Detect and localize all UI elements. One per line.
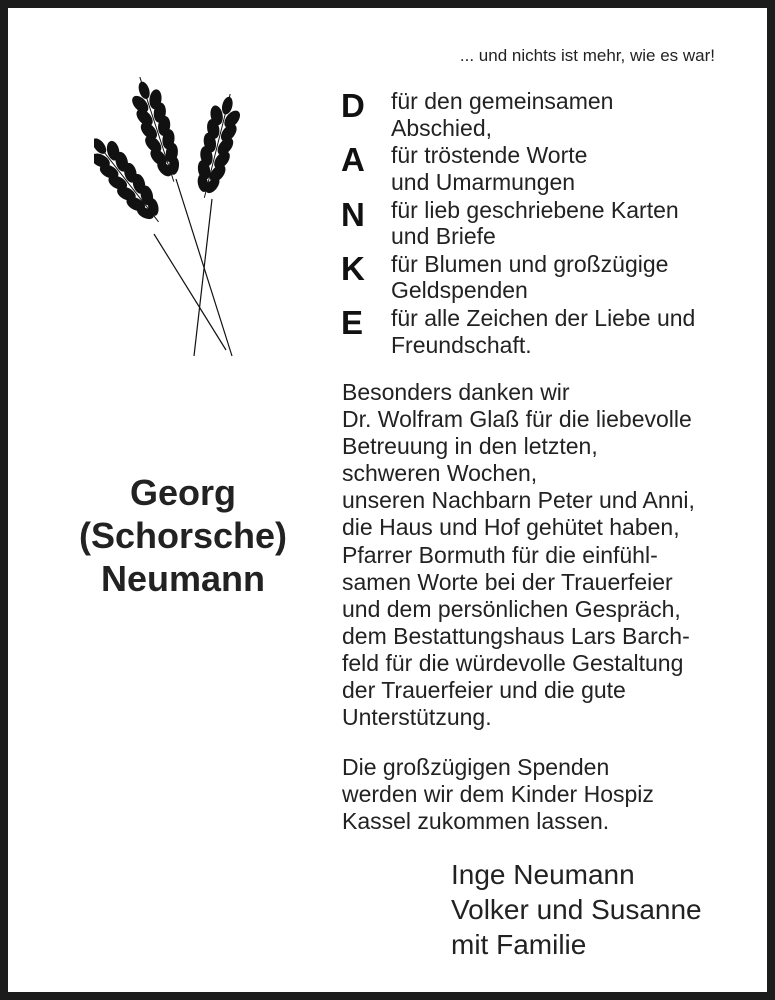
text-line: und dem persönlichen Gespräch, <box>342 595 681 622</box>
acrostic-text <box>391 197 741 250</box>
acrostic-line: für alle Zeichen der Liebe und <box>391 305 696 332</box>
acrostic-line: für tröstende Worte <box>391 142 588 169</box>
acrostic-line: Geldspenden <box>391 277 528 304</box>
text-line: dem Bestattungshaus Lars Barch- <box>342 622 690 649</box>
acrostic-line: für Blumen und großzügige <box>391 250 669 277</box>
acrostic-letter: K <box>341 249 365 287</box>
signature-block <box>451 857 702 962</box>
acrostic-letter: N <box>341 195 365 233</box>
text-line: der Trauerfeier und die gute <box>342 677 626 704</box>
motto: ... und nichts ist mehr, wie es war! <box>459 46 715 65</box>
signature-line: Inge Neumann <box>451 859 635 890</box>
acrostic-letter: D <box>341 87 365 124</box>
first-name: Georg <box>129 472 236 513</box>
wheat-ears-icon <box>94 74 244 364</box>
text-line: samen Worte bei der Trauerfeier <box>342 568 673 595</box>
acrostic-line: für lieb geschriebene Karten <box>391 196 679 223</box>
last-name: Neumann <box>100 558 266 599</box>
acrostic-line: Freundschaft. <box>391 331 532 358</box>
acrostic-text <box>391 305 741 358</box>
acrostic-text <box>391 251 741 304</box>
special-thanks-paragraph <box>342 379 752 731</box>
text-line: unseren Nachbarn Peter und Anni, <box>342 487 695 514</box>
text-line: Pfarrer Bormuth für die einfühl- <box>342 541 658 568</box>
acrostic-text <box>391 142 741 195</box>
text-line: Die großzügigen Spenden <box>342 754 610 780</box>
donation-paragraph <box>342 754 752 835</box>
nickname: (Schorsche) <box>78 515 288 556</box>
acrostic-line: und Umarmungen <box>391 168 576 195</box>
text-line: Dr. Wolfram Glaß für die liebevolle <box>342 406 692 433</box>
text-line: feld für die würdevolle Gestaltung <box>342 649 684 676</box>
text-line: Unterstützung. <box>342 704 492 731</box>
text-line: die Haus und Hof gehütet haben, <box>342 514 680 541</box>
acrostic-letter: A <box>341 141 365 179</box>
deceased-name <box>48 471 318 600</box>
acrostic-letter: E <box>341 304 364 342</box>
text-line: schweren Wochen, <box>342 460 538 487</box>
text-line: werden wir dem Kinder Hospiz <box>342 781 654 808</box>
acrostic-line: und Briefe <box>391 223 496 250</box>
acrostic-line: für den gemeinsamen <box>391 88 614 114</box>
acrostic-text <box>391 88 741 141</box>
signature-line: mit Familie <box>451 929 587 960</box>
text-line: Kassel zukommen lassen. <box>342 808 610 835</box>
text-line: Betreuung in den letzten, <box>342 433 598 460</box>
signature-line: Volker und Susanne <box>451 894 702 925</box>
text-line: Besonders danken wir <box>342 379 570 405</box>
acrostic-line: Abschied, <box>391 114 493 141</box>
